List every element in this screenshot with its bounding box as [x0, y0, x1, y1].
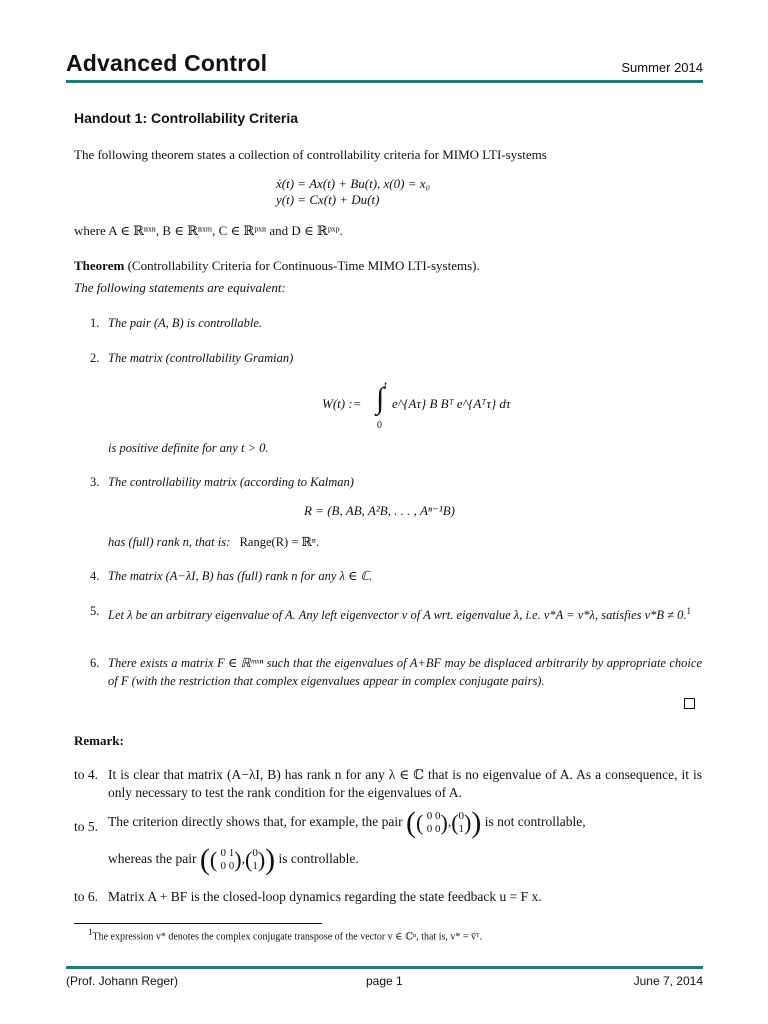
theorem-label: Theorem [74, 258, 125, 273]
paren-open: ( [199, 843, 210, 876]
qed-square-icon [684, 698, 695, 709]
paren-open: ( [451, 810, 459, 835]
remark-number: to 6. [74, 889, 99, 904]
remark-number: to 4. [74, 767, 99, 782]
rank-text: has (full) rank n, that is: [108, 535, 231, 549]
remark-5-text-b: is not controllable, [484, 814, 586, 830]
vector-entry: 1 [252, 860, 258, 872]
footer-author: (Prof. Johann Reger) [66, 974, 179, 988]
footer-date: June 7, 2014 [633, 974, 703, 988]
remark-5-text-d: is controllable. [278, 851, 359, 867]
integral-lower-limit: 0 [377, 420, 382, 431]
remark-5-text-c: whereas the pair [108, 851, 197, 867]
remark-text: It is clear that matrix (A−λI, B) has rank n for any λ ∈ ℂ that is no eigenvalue of A. As a consequence, it is only necessary to test the rank condition for the eigenvalues of A. [108, 767, 702, 800]
item-number: 1. [90, 316, 100, 330]
item-text: There exists a matrix F ∈ ℝᵐˣⁿ such that the eigenvalues of A+BF may be displaced arbitrarily by appropriate choice of F (with the restriction that complex eigenvalues appear in complex conjugate pairs). [108, 656, 702, 688]
paren-open: ( [416, 810, 424, 835]
footnote-ref: 1 [686, 606, 692, 616]
list-item [90, 315, 702, 332]
footnote-rule [74, 923, 322, 924]
list-item-continuation [90, 534, 702, 551]
remark-number: to 5. [74, 819, 99, 834]
remark-text: Matrix A + BF is the closed-loop dynamics regarding the state feedback u = F x. [108, 889, 542, 904]
gramian-integrand: e^{Aτ} B Bᵀ e^{Aᵀτ} dτ [392, 396, 511, 411]
paren-open: ( [245, 847, 253, 872]
header-rule [66, 80, 703, 83]
list-item [90, 654, 702, 690]
remark-5-text-a: The criterion directly shows that, for example, the pair [108, 814, 403, 830]
paren-close: ) [265, 843, 276, 876]
paren-close: ) [257, 847, 266, 872]
item-text: The matrix (A−λI, B) has (full) rank n for any λ ∈ ℂ. [108, 569, 373, 583]
remark-item [74, 808, 702, 838]
shift-matrix [221, 847, 235, 873]
remark-label: Remark: [74, 733, 124, 748]
footnote [88, 927, 482, 942]
footnote-number: 1 [88, 927, 93, 937]
course-title: Advanced Control [66, 50, 268, 76]
integral-upper-limit: t [384, 380, 387, 391]
state-equation: ẋ(t) = Ax(t) + Bu(t), x(0) = x₀ [276, 176, 431, 191]
range-equation: Range(R) = ℝⁿ. [239, 535, 319, 549]
integral-sign: ∫ [376, 382, 385, 415]
item-text: The matrix (controllability Gramian) [108, 351, 294, 365]
matrix-row: 0 0 [426, 810, 441, 822]
remark-item-continuation [74, 845, 702, 875]
item-text [108, 603, 702, 624]
paren-open: ( [406, 806, 417, 839]
item-text [108, 534, 702, 551]
remark-text: whereas the pair (( 0 1 0 0),(0 1)) is controllable. [108, 843, 359, 876]
item-number: 2. [90, 351, 100, 365]
list-item-continuation [90, 440, 702, 457]
where-line: where A ∈ ℝⁿˣⁿ, B ∈ ℝⁿˣᵐ, C ∈ ℝᵖˣⁿ and D ∈ ℝᵖˣᵖ. [74, 223, 343, 238]
item-text: The pair (A, B) is controllable. [108, 316, 263, 330]
list-item [90, 350, 702, 367]
list-item [90, 603, 702, 624]
theorem-heading [74, 257, 480, 274]
matrix-row: 0 1 [220, 847, 235, 859]
remark-item [74, 766, 702, 802]
list-item [90, 568, 702, 585]
paren-close: ) [234, 847, 242, 872]
footer-rule [66, 966, 703, 969]
vector-entry: 1 [458, 823, 465, 835]
list-item [90, 474, 702, 491]
paren-close: ) [464, 810, 472, 835]
zero-matrix [427, 810, 441, 836]
paren-close: ) [440, 810, 448, 835]
footer-page-number: page 1 [366, 974, 403, 988]
matrix-row: 0 0 [426, 823, 441, 835]
item-5-body: Let λ be an arbitrary eigenvalue of A. Any left eigenvector v of A wrt. eigenvalue λ, i.e. v*A = v*λ, satisfies v*B ≠ 0. [108, 608, 687, 623]
paren-open: ( [209, 847, 218, 872]
footnote-text: The expression v* denotes the complex conjugate transpose of the vector v ∈ ℂⁿ, that is, v* = v̄ᵀ. [92, 931, 483, 943]
vector-entry: 0 [252, 847, 258, 859]
intro-text: The following theorem states a collection of controllability criteria for MIMO LTI-systems [74, 147, 547, 162]
paren-close: ) [471, 806, 482, 839]
kalman-matrix: R = (B, AB, A²B, . . . , Aⁿ⁻¹B) [304, 503, 456, 518]
item-text: is positive definite for any t > 0. [108, 441, 269, 455]
item-text: The controllability matrix (according to Kalman) [108, 475, 354, 489]
handout-title: Handout 1: Controllability Criteria [74, 110, 299, 126]
theorem-statement: The following statements are equivalent: [74, 280, 286, 295]
output-equation: y(t) = Cx(t) + Du(t) [276, 192, 380, 207]
vector-entry: 0 [458, 810, 465, 822]
term-label: Summer 2014 [621, 60, 703, 75]
item-number: 6. [90, 656, 100, 670]
remark-text: The criterion directly shows that, for example, the pair (( 0 0 0 0),(0 1)) is not controllable, [108, 806, 586, 839]
matrix-row: 0 0 [220, 860, 235, 872]
item-number: 5. [90, 604, 100, 618]
item-number: 4. [90, 569, 100, 583]
remark-item [74, 888, 702, 906]
gramian-lhs: W(t) := [322, 396, 362, 411]
item-number: 3. [90, 475, 100, 489]
theorem-name: (Controllability Criteria for Continuous-Time MIMO LTI-systems). [127, 258, 480, 273]
